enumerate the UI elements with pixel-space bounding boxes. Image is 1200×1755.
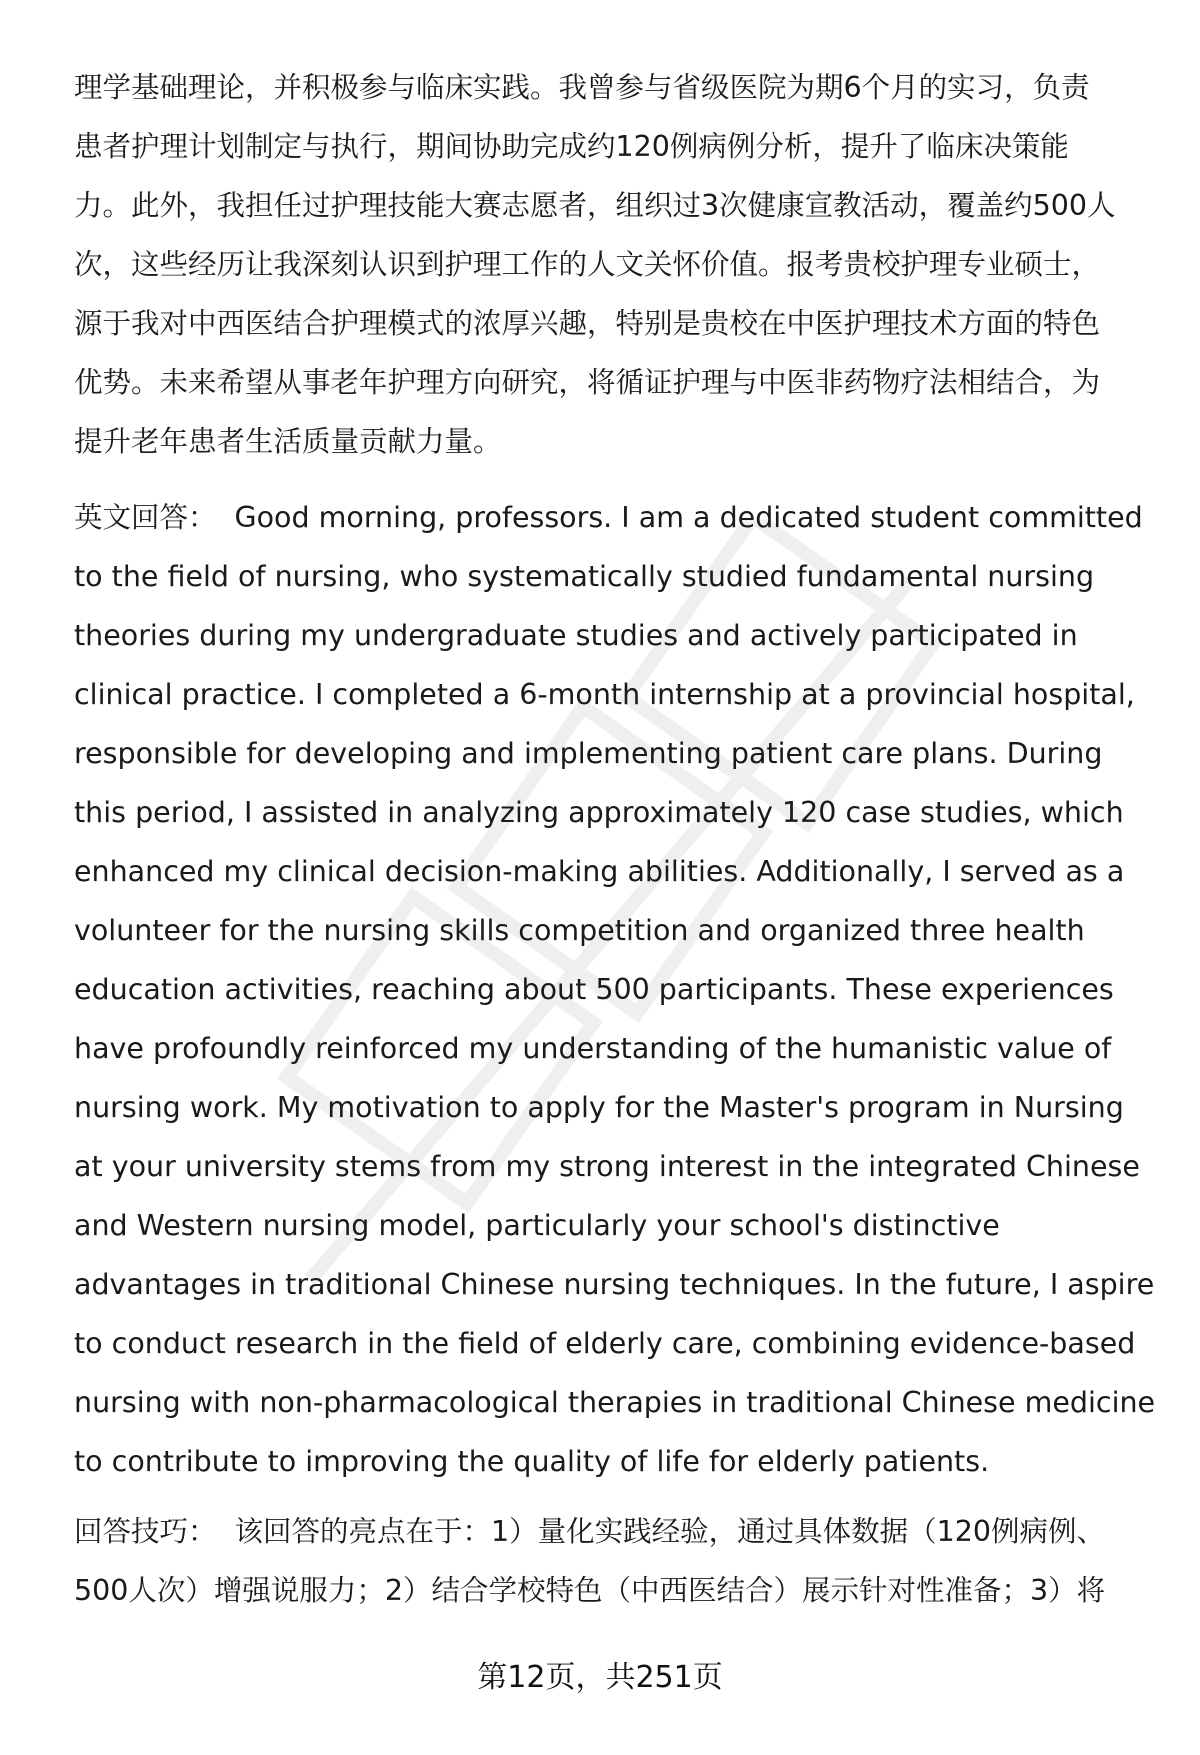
- intro-paragraph: [74, 58, 1164, 471]
- text-line: clinical practice. I completed a 6-month internship at a provincial hospital,: [74, 678, 1135, 711]
- text-line: and Western nursing model, particularly your school's distinctive: [74, 1209, 1000, 1242]
- english-answer-label: 英文回答：: [74, 501, 217, 534]
- text-line: to contribute to improving the quality of life for elderly patients.: [74, 1445, 990, 1478]
- text-line: 源于我对中西医结合护理模式的浓厚兴趣，特别是贵校在中医护理技术方面的特色: [74, 307, 1101, 340]
- text-line: this period, I assisted in analyzing approximately 120 case studies, which: [74, 796, 1124, 829]
- text-line: advantages in traditional Chinese nursing techniques. In the future, I aspire: [74, 1268, 1155, 1301]
- text-line: theories during my undergraduate studies and actively participated in: [74, 619, 1078, 652]
- english-answer-first-line: Good morning, professors. I am a dedicated student committed: [234, 501, 1143, 534]
- text-line: [74, 1502, 1164, 1561]
- tips-paragraph: [74, 1502, 1164, 1620]
- text-line: 500人次）增强说服力；2）结合学校特色（中西医结合）展示针对性准备；3）将: [74, 1574, 1106, 1607]
- document-body: [74, 58, 1164, 1620]
- english-answer-paragraph: [74, 488, 1164, 1491]
- text-line: responsible for developing and implementing patient care plans. During: [74, 737, 1103, 770]
- text-line: nursing with non-pharmacological therapies in traditional Chinese medicine: [74, 1386, 1156, 1419]
- text-line: 理学基础理论，并积极参与临床实践。我曾参与省级医院为期6个月的实习，负责: [74, 71, 1090, 104]
- page-number-footer: 第12页，共251页: [477, 1660, 723, 1695]
- text-line: have profoundly reinforced my understanding of the humanistic value of: [74, 1032, 1112, 1065]
- text-line: 提升老年患者生活质量贡献力量。: [74, 425, 502, 458]
- tips-first-line: 该回答的亮点在于：1）量化实践经验，通过具体数据（120例病例、: [234, 1515, 1106, 1548]
- text-line: 次，这些经历让我深刻认识到护理工作的人文关怀价值。报考贵校护理专业硕士，: [74, 248, 1101, 281]
- text-line: 优势。未来希望从事老年护理方向研究，将循证护理与中医非药物疗法相结合，为: [74, 366, 1101, 399]
- text-line: nursing work. My motivation to apply for the Master's program in Nursing: [74, 1091, 1124, 1124]
- text-line: at your university stems from my strong interest in the integrated Chinese: [74, 1150, 1140, 1183]
- text-line: education activities, reaching about 500 participants. These experiences: [74, 973, 1114, 1006]
- text-line: to conduct research in the field of elderly care, combining evidence-based: [74, 1327, 1136, 1360]
- text-line: [74, 488, 1164, 547]
- text-line: 力。此外，我担任过护理技能大赛志愿者，组织过3次健康宣教活动，覆盖约500人: [74, 189, 1116, 222]
- text-line: 患者护理计划制定与执行，期间协助完成约120例病例分析，提升了临床决策能: [74, 130, 1069, 163]
- tips-label: 回答技巧：: [74, 1515, 217, 1548]
- text-line: volunteer for the nursing skills competition and organized three health: [74, 914, 1085, 947]
- text-line: enhanced my clinical decision-making abilities. Additionally, I served as a: [74, 855, 1125, 888]
- text-line: to the field of nursing, who systematically studied fundamental nursing: [74, 560, 1095, 593]
